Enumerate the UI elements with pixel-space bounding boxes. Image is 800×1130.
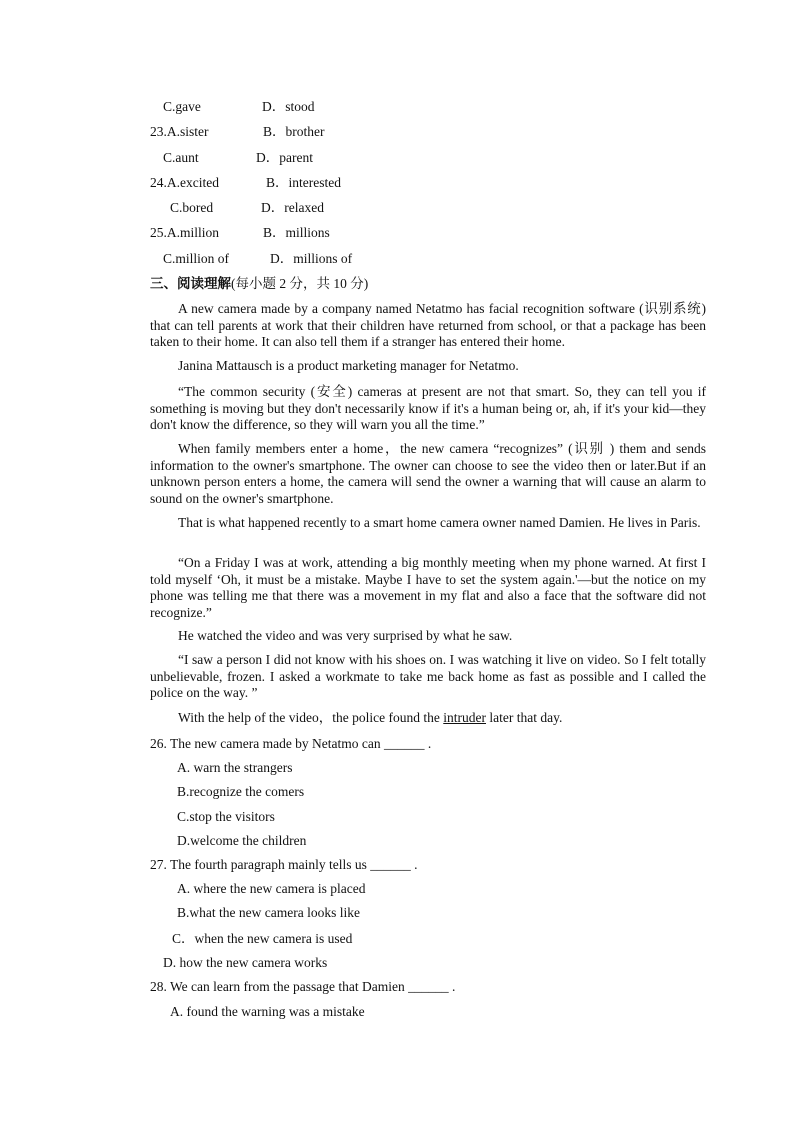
question-26-option-d: D.welcome the children <box>177 833 307 848</box>
underlined-word: intruder <box>443 710 487 725</box>
option-24c: C.bored <box>170 200 214 215</box>
question-26-option-a: A. warn the strangers <box>177 760 293 775</box>
option-22d: D．stood <box>262 99 315 114</box>
option-23a: 23.A.sister <box>150 124 209 139</box>
question-26-option-b: B.recognize the comers <box>177 784 305 799</box>
option-25a: 25.A.million <box>150 225 220 240</box>
section-heading <box>150 275 368 292</box>
question-27-option-b: B.what the new camera looks like <box>177 905 360 920</box>
passage-paragraph-4: When family members enter a home，the new camera “recognizes” (识别 ) them and sends information to the owner's smartphone. The owner can choose to see the video then or later.But if an unknown person enters a home, the camera will send the owner a warning that will cause an alarm to sound on the owner's smartphone. <box>150 441 706 506</box>
option-24a: 24.A.excited <box>150 175 219 190</box>
passage-paragraph-1: A new camera made by a company named Netatmo has facial recognition software (识别系统) that can tell parents at work that their children have returned from school, or that a package has been taken to their home. It can also tell them if a stranger has entered their home. <box>150 301 706 349</box>
p9-text-before: With the help of the video，the police found the <box>178 710 444 725</box>
passage-paragraph-2: Janina Mattausch is a product marketing manager for Netatmo. <box>178 358 519 373</box>
passage-paragraph-5: That is what happened recently to a smart home camera owner named Damien. He lives in Paris. <box>178 515 701 530</box>
question-26-stem: 26. The new camera made by Netatmo can ______ . <box>150 736 432 751</box>
passage-paragraph-9 <box>150 710 706 727</box>
option-22c: C.gave <box>163 99 201 114</box>
question-28-stem: 28. We can learn from the passage that Damien ______ . <box>150 979 456 994</box>
option-24b: B．interested <box>266 175 341 190</box>
question-27-stem: 27. The fourth paragraph mainly tells us ______ . <box>150 857 418 872</box>
passage-paragraph-8: “I saw a person I did not know with his shoes on. I was watching it live on video. So I felt totally unbelievable, frozen. I asked a workmate to take me back home as fast as possible and I called the police on the way. ” <box>150 652 706 700</box>
passage-paragraph-6: “On a Friday I was at work, attending a big monthly meeting when my phone warned. At first I told myself ‘Oh, it must be a mistake. Maybe I have to set the system again.'—but the notice on my phone was telling me that there was a movement in my flat and also a face that the software did not recognize.” <box>150 555 706 620</box>
section-title: 三、阅读理解 <box>150 276 231 291</box>
section-note: (每小题 2 分，共 10 分) <box>231 276 369 291</box>
option-25b: B．millions <box>263 225 330 240</box>
p9-text-after: later that day. <box>486 710 563 725</box>
question-27-option-c: C．when the new camera is used <box>172 931 353 946</box>
passage-paragraph-3: “The common security (安全) cameras at present are not that smart. So, they can tell you if something is moving but they don't necessarily know if it's a human being or, ah, if it's your kid—they don't know the difference, so they will warn you all the time.” <box>150 384 706 432</box>
passage-paragraph-7: He watched the video and was very surprised by what he saw. <box>178 628 513 643</box>
question-27-option-a: A. where the new camera is placed <box>177 881 366 896</box>
option-25c: C.million of <box>163 251 230 266</box>
option-25d: D．millions of <box>270 251 353 266</box>
question-26-option-c: C.stop the visitors <box>177 809 275 824</box>
option-23b: B．brother <box>263 124 325 139</box>
question-27-option-d: D. how the new camera works <box>163 955 328 970</box>
option-24d: D．relaxed <box>261 200 324 215</box>
option-23c: C.aunt <box>163 150 199 165</box>
option-23d: D．parent <box>256 150 313 165</box>
question-28-option-a: A. found the warning was a mistake <box>170 1004 365 1019</box>
